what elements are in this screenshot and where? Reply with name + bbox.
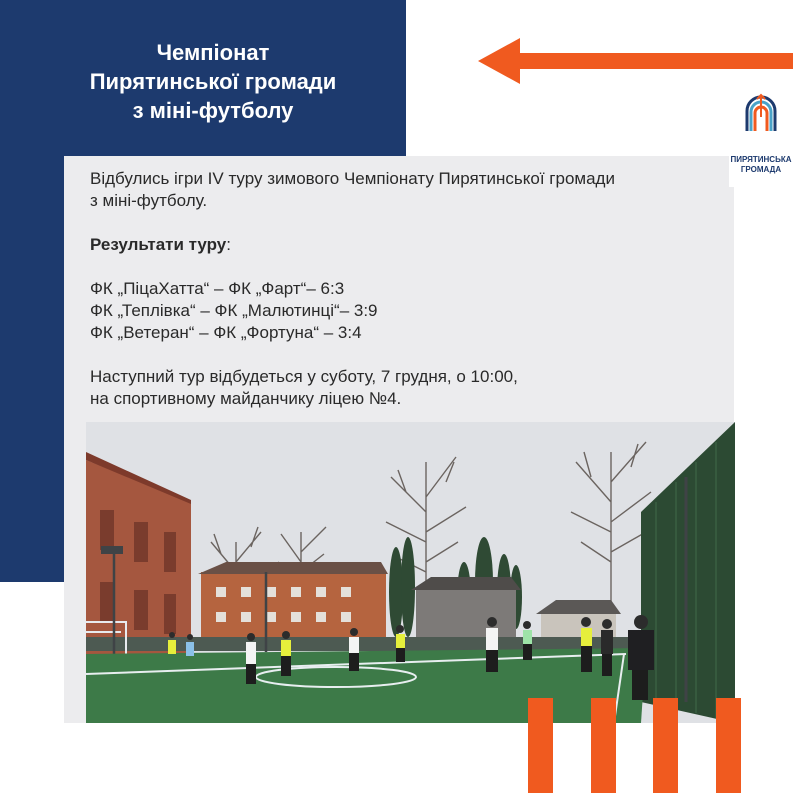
- emblem-icon: [729, 93, 793, 153]
- community-logo: [729, 93, 793, 187]
- orange-stripe-3: [653, 698, 678, 793]
- results-colon: :: [226, 235, 231, 254]
- next-round-line-2: на спортивному майданчику ліцею №4.: [90, 389, 402, 408]
- next-round-line-1: Наступний тур відбудеться у суботу, 7 грудня, о 10:00,: [90, 367, 518, 386]
- logo-text-line-2: ГРОМАДА: [740, 165, 782, 174]
- result-line-1: ФК „ПіцаХатта“ – ФК „Фарт“– 6:3: [90, 279, 345, 298]
- photo-illustration: [86, 422, 735, 723]
- football-photo: [86, 422, 735, 723]
- title-line-3: з міні-футболу: [132, 98, 294, 123]
- results-heading: [90, 234, 710, 256]
- title-line-2: Пирятинської громади: [89, 69, 337, 94]
- orange-stripe-4: [716, 698, 741, 793]
- results-label: Результати туру: [90, 235, 227, 254]
- title-line-1: Чемпіонат: [156, 40, 270, 65]
- result-line-2: ФК „Теплівка“ – ФК „Малютинці“– 3:9: [90, 301, 378, 320]
- decorative-notch: [769, 203, 793, 216]
- result-line-3: ФК „Ветеран“ – ФК „Фортуна“ – 3:4: [90, 323, 362, 342]
- page-title: [60, 38, 366, 125]
- logo-text-line-1: ПИРЯТИНСЬКА: [730, 155, 792, 164]
- announcement-text: [90, 168, 710, 410]
- arrow-left-icon: [478, 36, 793, 86]
- orange-stripe-2: [591, 698, 616, 793]
- intro-line-2: з міні-футболу.: [90, 191, 208, 210]
- intro-line-1: Відбулись ігри IV туру зимового Чемпіонату Пирятинської громади: [90, 169, 615, 188]
- orange-stripe-1: [528, 698, 553, 793]
